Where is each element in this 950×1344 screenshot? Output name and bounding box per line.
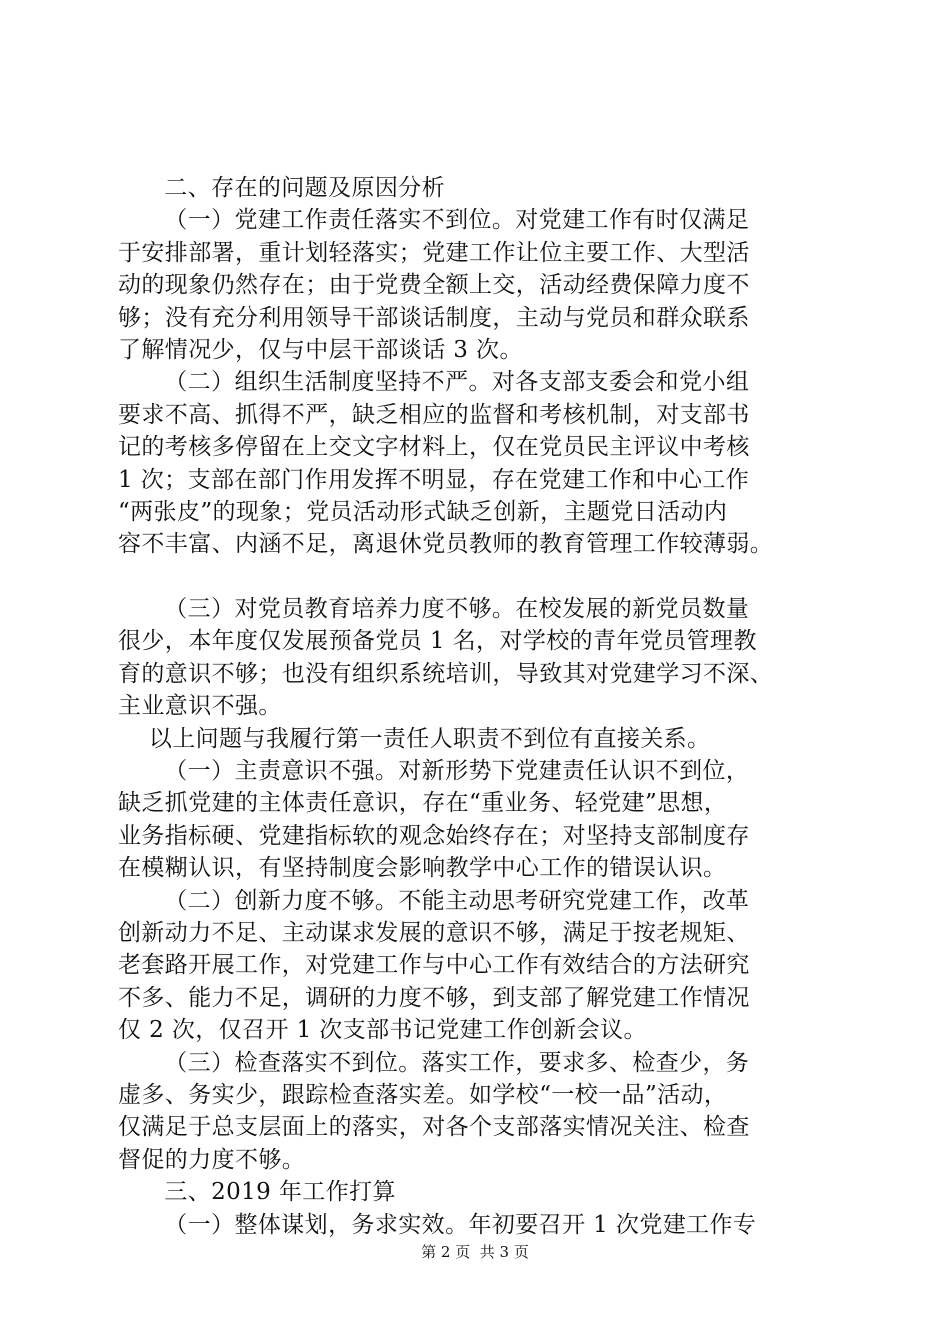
paragraph-line: 够；没有充分利用领导干部谈话制度，主动与党员和群众联系	[118, 304, 750, 331]
paragraph-line: “两张皮”的现象；党员活动形式缺乏创新，主题党日活动内	[118, 498, 728, 525]
paragraph-line: 督促的力度不够。	[118, 1146, 306, 1173]
document-body	[118, 172, 858, 1241]
paragraph-line: 1 次；支部在部门作用发挥不明显，存在党建工作和中心工作	[118, 466, 750, 493]
paragraph-line: 很少，本年度仅发展预备党员 1 名，对学校的青年党员管理教	[118, 628, 757, 655]
paragraph-line: 主业意识不强。	[118, 693, 282, 720]
paragraph-line: 动的现象仍然存在；由于党费全额上交，活动经费保障力度不	[118, 272, 750, 299]
paragraph-line: 育的意识不够；也没有组织系统培训，导致其对党建学习不深、	[118, 660, 774, 687]
paragraph-line: 在模糊认识，有坚持制度会影响教学中心工作的错误认识。	[118, 855, 727, 882]
paragraph-line: 了解情况少，仅与中层干部谈话 3 次。	[118, 336, 523, 363]
paragraph-line: 以上问题与我履行第一责任人职责不到位有直接关系。	[118, 725, 711, 752]
paragraph-line: 仅满足于总支层面上的落实，对各个支部落实情况关注、检查	[118, 1114, 750, 1141]
paragraph-line: 业务指标硬、党建指标软的观念始终存在；对坚持支部制度存	[118, 822, 750, 849]
paragraph-line: 缺乏抓党建的主体责任意识，存在“重业务、轻党建”思想，	[118, 790, 728, 817]
paragraph-line: 不多、能力不足，调研的力度不够，到支部了解党建工作情况	[118, 984, 750, 1011]
paragraph-line: 仅 2 次，仅召开 1 次支部书记党建工作创新会议。	[118, 1017, 647, 1044]
paragraph-line: （二）组织生活制度坚持不严。对各支部支委会和党小组	[118, 369, 750, 396]
paragraph-line: （一）党建工作责任落实不到位。对党建工作有时仅满足	[118, 207, 750, 234]
paragraph-line: （二）创新力度不够。不能主动思考研究党建工作，改革	[118, 887, 750, 914]
paragraph-line: 记的考核多停留在上交文字材料上，仅在党员民主评议中考核	[118, 434, 750, 461]
section-heading: 二、存在的问题及原因分析	[118, 175, 446, 201]
paragraph-line: 于安排部署，重计划轻落实；党建工作让位主要工作、大型活	[118, 239, 750, 266]
paragraph-line: （三）检查落实不到位。落实工作，要求多、检查少，务	[118, 1049, 750, 1076]
section-heading: 三、2019 年工作打算	[118, 1179, 396, 1206]
paragraph-line: （一）主责意识不强。对新形势下党建责任认识不到位，	[118, 758, 750, 785]
paragraph-line: 要求不高、抓得不严，缺乏相应的监督和考核机制，对支部书	[118, 401, 750, 428]
paragraph-line: 虚多、务实少，跟踪检查落实差。如学校“一校一品”活动，	[118, 1081, 728, 1108]
paragraph-line: （三）对党员教育培养力度不够。在校发展的新党员数量	[118, 596, 750, 623]
paragraph-line: 老套路开展工作，对党建工作与中心工作有效结合的方法研究	[118, 952, 750, 979]
paragraph-line: （一）整体谋划，务求实效。年初要召开 1 次党建工作专	[118, 1211, 757, 1238]
paragraph-line: 创新动力不足、主动谋求发展的意识不够，满足于按老规矩、	[118, 919, 750, 946]
page-footer: 第 2 页 共 3 页	[421, 1243, 529, 1261]
paragraph-gap	[118, 561, 858, 593]
paragraph-line: 容不丰富、内涵不足，离退休党员教师的教育管理工作较薄弱。	[118, 531, 774, 558]
